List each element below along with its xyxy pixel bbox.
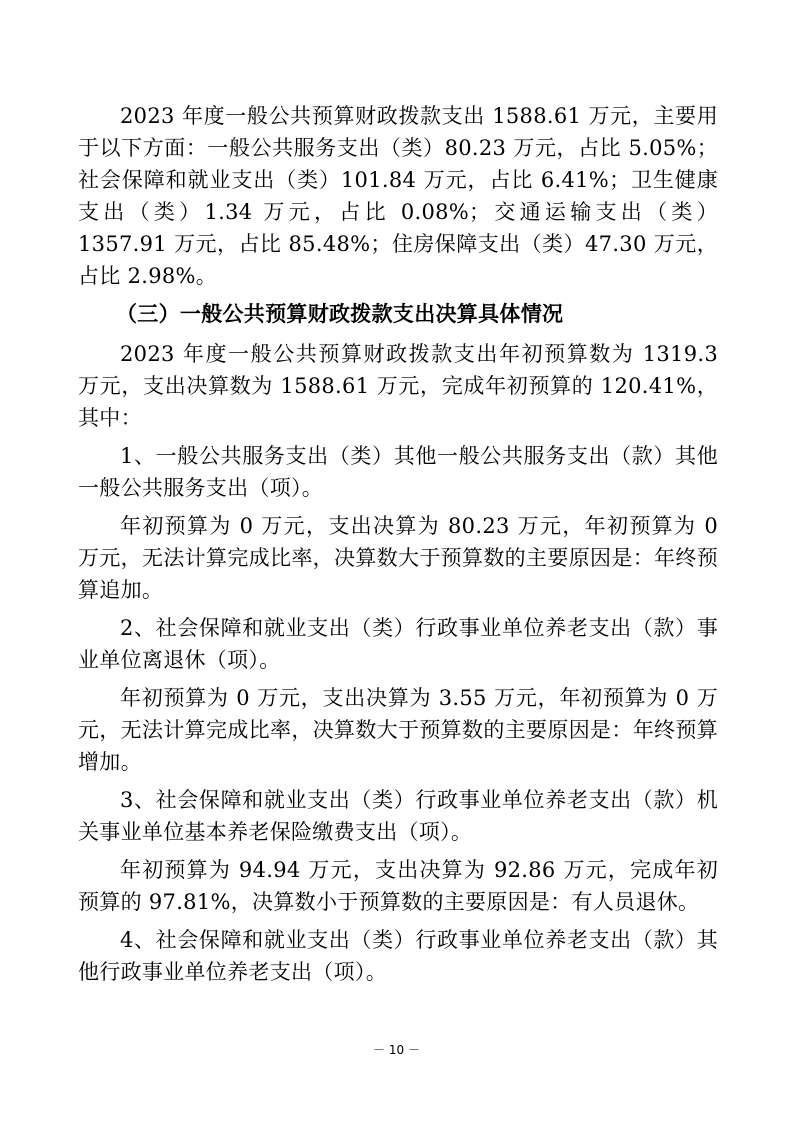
paragraph-item-3-detail: 年初预算为 94.94 万元，支出决算为 92.86 万元，完成年初预算的 97.81%，决算数小于预算数的主要原因是：有人员退休。 [78, 858, 718, 914]
paragraph-item-2-title: 2、社会保障和就业支出（类）行政事业单位养老支出（款）事业单位离退休（项）。 [78, 616, 718, 672]
paragraph-item-2-detail: 年初预算为 0 万元，支出决算为 3.55 万元，年初预算为 0 万元，无法计算完成比率，决算数大于预算数的主要原因是：年终预算增加。 [78, 686, 718, 774]
page-number: － 10 － [373, 1043, 420, 1057]
paragraph-item-1-title: 1、一般公共服务支出（类）其他一般公共服务支出（款）其他一般公共服务支出（项）。 [78, 444, 718, 500]
document-page [78, 100, 718, 994]
section-heading: （三）一般公共预算财政拨款支出决算具体情况 [116, 302, 564, 326]
paragraph-item-4-title: 4、社会保障和就业支出（类）行政事业单位养老支出（款）其他行政事业单位养老支出（项）。 [78, 928, 718, 984]
paragraph-expenditure-summary: 2023 年度一般公共预算财政拨款支出 1588.61 万元，主要用于以下方面：一般公共服务支出（类）80.23 万元，占比 5.05%；社会保障和就业支出（类）101.84 万元，占比 6.41%；卫生健康支出（类）1.34 万元，占比 0.08%；交通运输支出（类）1357.91 万元，占比 85.48%；住房保障支出（类）47.30 万元，占比 2.98%。 [78, 104, 718, 288]
paragraph-item-3-title: 3、社会保障和就业支出（类）行政事业单位养老支出（款）机关事业单位基本养老保险缴费支出（项）。 [78, 788, 718, 844]
paragraph-item-1-detail: 年初预算为 0 万元，支出决算为 80.23 万元，年初预算为 0 万元，无法计算完成比率，决算数大于预算数的主要原因是：年终预算追加。 [78, 514, 718, 602]
paragraph-budget-overview: 2023 年度一般公共预算财政拨款支出年初预算数为 1319.3 万元，支出决算数为 1588.61 万元，完成年初预算的 120.41%，其中： [78, 342, 718, 430]
